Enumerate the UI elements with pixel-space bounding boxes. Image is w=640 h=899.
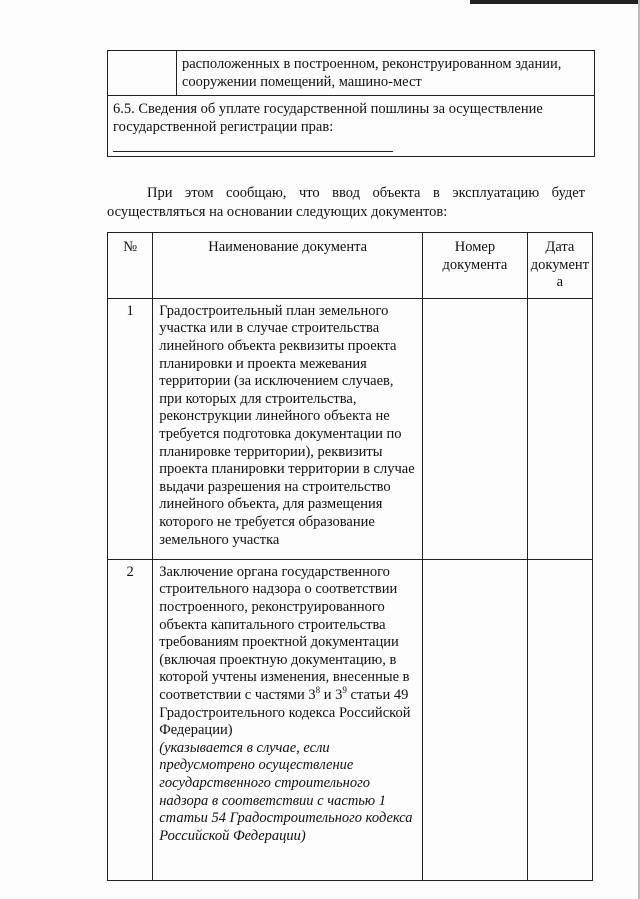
row-doc-number-cell[interactable] [423,298,528,559]
table-header-row [108,233,593,299]
fee-info-table [107,50,595,157]
row-document-name: Градостроительный план земельного участка или в случае строительства линейного объекта реквизиты проекта планировки и проекта межевания территории (за исключением случаев, при которых для строительства, реконструкции линейного объекта не требуется подготовка документации по планировке территории), реквизиты проекта планировки территории в случае выдачи разрешения на строительство линейного объекта, для размещения которого не требуется образование земельного участка [153,298,423,559]
fee-blank-line[interactable] [113,150,393,152]
header-doc-number: Номер документа [423,233,528,299]
table-row [108,559,593,880]
row-index: 2 [108,559,153,880]
row-doc-date-cell[interactable] [527,559,592,880]
intro-paragraph: При этом сообщаю, что ввод объекта в эксплуатацию будет осуществляться на основании следующих документов: [107,185,585,220]
scan-edge [470,0,640,4]
superscript: 8 [315,685,321,696]
empty-cell [108,51,177,96]
row-name-part1: Заключение органа государственного строительного надзора о соответствии построенного, реконструированного объекта капитального строительства требованиям проектной документации (включая проектную документацию, в которой учтены изменения, внесенные в соответствии с частями 3 [159,563,410,703]
row-name-part2: статьи 49 Градостроительного кодекса Российской Федерации) [159,686,411,739]
row-index: 1 [108,298,153,559]
row-doc-date-cell[interactable] [527,298,592,559]
documents-table [107,232,593,881]
row-document-name [153,559,423,880]
table-row [108,298,593,559]
row-note: (указывается в случае, если предусмотрено осуществление государственного строительного надзора в соответствии с частью 1 статьи 54 Градостроительного кодекса Российской Федерации) [159,739,413,844]
table-row [108,51,595,96]
table-row [108,96,595,157]
premises-text-cell: расположенных в построенном, реконструированном здании, сооружении помещений, машино-мест [177,51,595,96]
state-fee-label: 6.5. Сведения об уплате государственной пошлины за осуществление государственной регистрации прав: [113,101,543,135]
header-name: Наименование документа [153,233,423,299]
header-number: № [108,233,153,299]
row-name-and: и 3 [320,686,343,703]
superscript: 9 [342,685,347,696]
row-doc-number-cell[interactable] [423,559,528,880]
state-fee-cell [108,96,595,157]
header-doc-date: Дата документ а [527,233,592,299]
